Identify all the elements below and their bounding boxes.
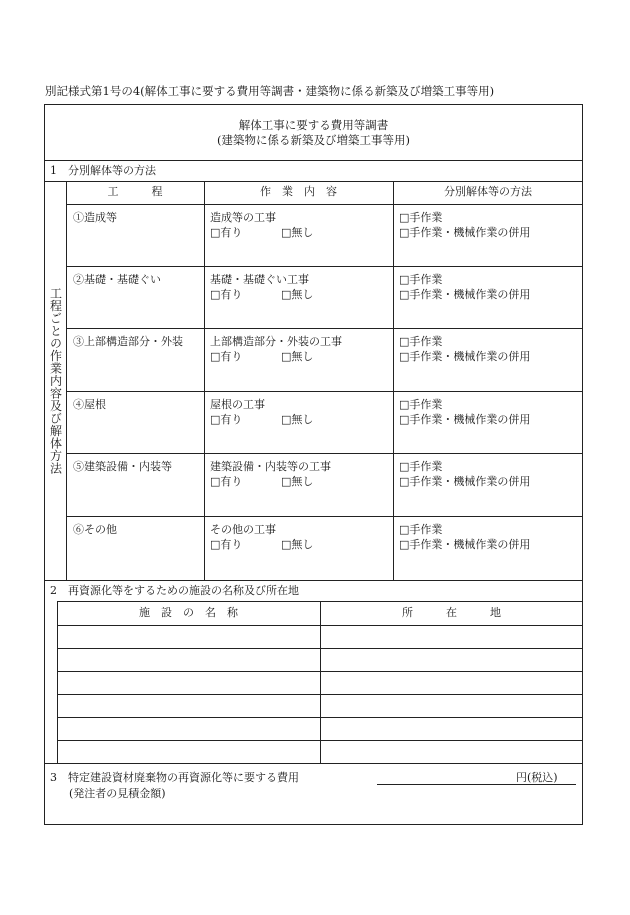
work-cell: 基礎・基礎ぐい工事 (210, 273, 309, 286)
table-row (57, 625, 583, 626)
column-header-work: 作 業 内 容 (260, 185, 337, 198)
section3-note: (発注者の見積金額) (69, 787, 166, 800)
checkbox-mixed[interactable]: □手作業・機械作業の併用 (399, 350, 531, 363)
divider (66, 516, 583, 517)
table-border (393, 181, 394, 580)
divider (44, 763, 583, 764)
table-border (66, 181, 67, 580)
checkbox-manual[interactable]: □手作業 (399, 523, 443, 536)
divider (66, 204, 583, 205)
table-row (57, 694, 583, 695)
checkbox-no[interactable]: □無し (281, 350, 314, 363)
checkbox-yes[interactable]: □有り (210, 226, 243, 239)
process-cell: ②基礎・基礎ぐい (73, 273, 161, 286)
table-row (57, 740, 583, 741)
process-cell: ③上部構造部分・外装 (73, 335, 183, 348)
process-cell: ①造成等 (73, 211, 117, 224)
table-row (57, 671, 583, 672)
checkbox-mixed[interactable]: □手作業・機械作業の併用 (399, 413, 531, 426)
divider (44, 160, 583, 161)
process-cell: ④屋根 (73, 398, 106, 411)
checkbox-no[interactable]: □無し (281, 413, 314, 426)
form-title: 解体工事に要する費用等調書 (238, 118, 389, 132)
side-label-text: 工程ごとの作業内容及び解体方法 (48, 286, 63, 475)
checkbox-mixed[interactable]: □手作業・機械作業の併用 (399, 538, 531, 551)
form-caption: 別記様式第1号の4(解体工事に要する費用等調書・建築物に係る新築及び増築工事等用) (45, 84, 495, 98)
column-header-facility-name: 施 設 の 名 称 (139, 606, 238, 619)
section3-heading: 3 特定建設資材廃棄物の再資源化等に要する費用 (50, 771, 299, 784)
checkbox-no[interactable]: □無し (281, 226, 314, 239)
checkbox-yes[interactable]: □有り (210, 350, 243, 363)
checkbox-mixed[interactable]: □手作業・機械作業の併用 (399, 288, 531, 301)
amount-unit: 円(税込) (516, 771, 558, 784)
checkbox-manual[interactable]: □手作業 (399, 460, 443, 473)
section2-heading: 2 再資源化等をするための施設の名称及び所在地 (50, 584, 299, 597)
column-header-method: 分別解体等の方法 (444, 185, 532, 198)
work-cell: 屋根の工事 (210, 398, 265, 411)
section1-side-label (44, 181, 66, 580)
divider (66, 266, 583, 267)
checkbox-no[interactable]: □無し (281, 475, 314, 488)
checkbox-no[interactable]: □無し (281, 288, 314, 301)
process-cell: ⑤建築設備・内装等 (73, 460, 172, 473)
table-row (57, 717, 583, 718)
work-cell: その他の工事 (210, 523, 276, 536)
checkbox-manual[interactable]: □手作業 (399, 211, 443, 224)
table-border (204, 181, 205, 580)
checkbox-manual[interactable]: □手作業 (399, 398, 443, 411)
checkbox-mixed[interactable]: □手作業・機械作業の併用 (399, 475, 531, 488)
process-cell: ⑥その他 (73, 523, 117, 536)
form-subtitle: (建築物に係る新築及び増築工事等用) (217, 133, 410, 147)
checkbox-yes[interactable]: □有り (210, 413, 243, 426)
checkbox-mixed[interactable]: □手作業・機械作業の併用 (399, 226, 531, 239)
divider (66, 391, 583, 392)
work-cell: 建築設備・内装等の工事 (210, 460, 331, 473)
checkbox-yes[interactable]: □有り (210, 538, 243, 551)
checkbox-yes[interactable]: □有り (210, 288, 243, 301)
column-header-process: 工 程 (107, 185, 163, 198)
checkbox-no[interactable]: □無し (281, 538, 314, 551)
column-header-location: 所 在 地 (402, 606, 501, 619)
table-row (57, 648, 583, 649)
work-cell: 造成等の工事 (210, 211, 276, 224)
checkbox-manual[interactable]: □手作業 (399, 335, 443, 348)
work-cell: 上部構造部分・外装の工事 (210, 335, 342, 348)
divider (44, 580, 583, 581)
checkbox-yes[interactable]: □有り (210, 475, 243, 488)
divider (66, 328, 583, 329)
checkbox-manual[interactable]: □手作業 (399, 273, 443, 286)
section1-heading: 1 分別解体等の方法 (50, 164, 156, 177)
divider (44, 181, 583, 182)
divider (66, 453, 583, 454)
